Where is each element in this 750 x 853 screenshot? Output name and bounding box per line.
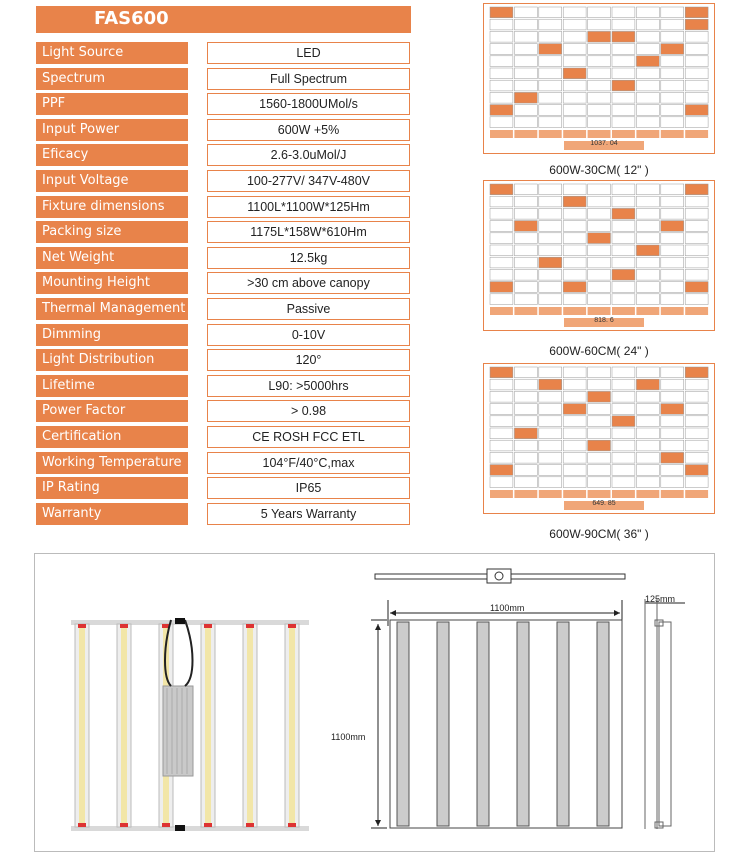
spec-row: [36, 246, 411, 272]
spec-label: Packing size: [36, 221, 188, 243]
product-title-bar: [36, 6, 411, 33]
width-dimension-label: 1100mm: [490, 603, 525, 613]
ppfd-map: [483, 3, 715, 154]
spec-row: [36, 41, 411, 67]
spec-row: [36, 118, 411, 144]
spec-label: IP Rating: [36, 477, 188, 499]
spec-label: Fixture dimensions: [36, 196, 188, 218]
ppfd-average: 649. 85: [592, 500, 616, 507]
ppfd-average: 818. 6: [594, 317, 614, 324]
fixture-top-view: [35, 554, 716, 853]
spec-value: 100-277V/ 347V-480V: [207, 170, 410, 192]
spec-value: Passive: [207, 298, 410, 320]
fixture-drawing-panel: [34, 553, 715, 852]
spec-label: Lifetime: [36, 375, 188, 397]
spec-label: Light Distribution: [36, 349, 188, 371]
spec-row: [36, 323, 411, 349]
spec-row: [36, 220, 411, 246]
height-dimension-label: 1100mm: [331, 732, 366, 742]
spec-row: [36, 425, 411, 451]
spec-value: IP65: [207, 477, 410, 499]
depth-dimension-label: 125mm: [645, 594, 676, 604]
ppfd-caption: 600W-90CM( 36" ): [549, 527, 649, 541]
spec-row: [36, 143, 411, 169]
spec-value: 600W +5%: [207, 119, 410, 141]
spec-label: Spectrum: [36, 68, 188, 90]
spec-label: Working Temperature: [36, 452, 188, 474]
spec-value: 5 Years Warranty: [207, 503, 410, 525]
ppfd-map: [483, 363, 715, 514]
spec-label: Input Power: [36, 119, 188, 141]
spec-row: [36, 374, 411, 400]
spec-value: CE ROSH FCC ETL: [207, 426, 410, 448]
spec-value: 1560-1800UMol/s: [207, 93, 410, 115]
spec-row: [36, 169, 411, 195]
spec-value: 0-10V: [207, 324, 410, 346]
spec-row: [36, 271, 411, 297]
ppfd-caption: 600W-30CM( 12" ): [549, 163, 649, 177]
spec-label: Eficacy: [36, 144, 188, 166]
spec-row: [36, 92, 411, 118]
spec-table: [36, 41, 411, 527]
spec-value: L90: >5000hrs: [207, 375, 410, 397]
spec-label: Thermal Management: [36, 298, 188, 320]
spec-value: Full Spectrum: [207, 68, 410, 90]
spec-value: 120°: [207, 349, 410, 371]
ppfd-caption: 600W-60CM( 24" ): [549, 344, 649, 358]
spec-value: 12.5kg: [207, 247, 410, 269]
spec-label: Power Factor: [36, 400, 188, 422]
spec-label: Mounting Height: [36, 272, 188, 294]
spec-label: Dimming: [36, 324, 188, 346]
spec-value: >30 cm above canopy: [207, 272, 410, 294]
spec-label: PPF: [36, 93, 188, 115]
spec-value: 1100L*1100W*125Hm: [207, 196, 410, 218]
ppfd-map: [483, 180, 715, 331]
spec-value: 104°F/40°C,max: [207, 452, 410, 474]
spec-row: [36, 297, 411, 323]
spec-value: LED: [207, 42, 410, 64]
spec-label: Input Voltage: [36, 170, 188, 192]
spec-value: > 0.98: [207, 400, 410, 422]
spec-value: 1175L*158W*610Hm: [207, 221, 410, 243]
spec-label: Net Weight: [36, 247, 188, 269]
spec-row: [36, 451, 411, 477]
spec-label: Light Source: [36, 42, 188, 64]
ppfd-average: 1037. 04: [590, 140, 618, 147]
product-title: FAS600: [94, 8, 169, 29]
spec-row: [36, 348, 411, 374]
spec-row: [36, 399, 411, 425]
spec-label: Certification: [36, 426, 188, 448]
spec-row: [36, 195, 411, 221]
spec-row: [36, 502, 411, 528]
spec-value: 2.6-3.0uMol/J: [207, 144, 410, 166]
spec-label: Warranty: [36, 503, 188, 525]
spec-row: [36, 67, 411, 93]
spec-row: [36, 476, 411, 502]
